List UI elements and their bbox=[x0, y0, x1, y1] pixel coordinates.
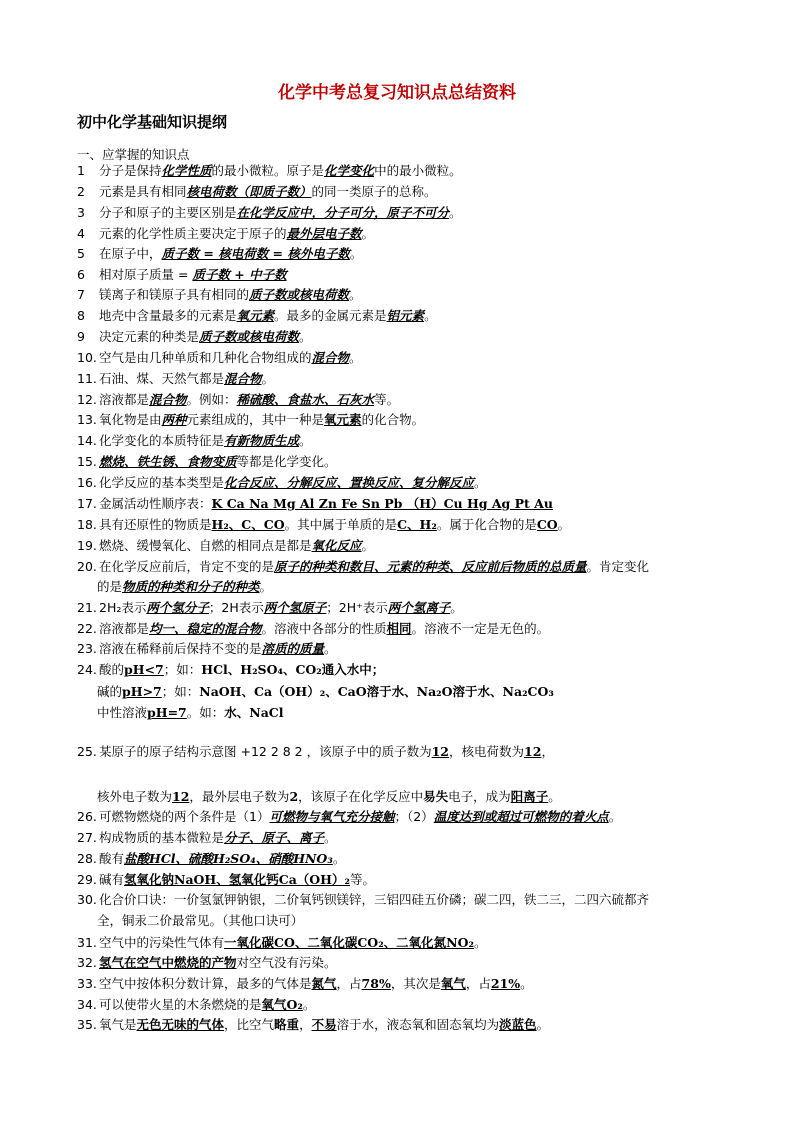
key-term: C、H₂ bbox=[397, 517, 437, 532]
item-text: 。 bbox=[349, 287, 362, 302]
item-text: 。 bbox=[450, 600, 463, 615]
key-term: 氢气在空气中燃烧的产物 bbox=[99, 955, 237, 970]
item-text: 。 bbox=[424, 308, 437, 323]
key-term: 可燃物与氧气充分接触 bbox=[269, 809, 395, 824]
item-text: 。 bbox=[449, 205, 462, 220]
key-term: 盐酸HCl、硫酸H₂SO₄、硝酸HNO₃ bbox=[124, 851, 333, 866]
item-text: 构成物质的基本微粒是 bbox=[99, 830, 225, 845]
list-item bbox=[77, 454, 337, 470]
key-term: 稀硫酸、食盐水、石灰水 bbox=[236, 392, 375, 407]
item-text: 。 bbox=[473, 935, 487, 950]
item-text: 。 bbox=[332, 851, 346, 866]
key-term: 混合物 bbox=[311, 350, 350, 365]
item-text: 溶液都是 bbox=[99, 392, 150, 407]
item-text: ，其次是 bbox=[390, 976, 441, 991]
item-text: 可燃物燃烧的两个条件是（1） bbox=[99, 809, 270, 824]
item-text: 。 bbox=[349, 350, 362, 365]
list-item bbox=[77, 830, 337, 846]
item-text: 元素组成的，其中一种是 bbox=[186, 412, 325, 427]
item-number: 14. bbox=[77, 433, 97, 448]
item-text: 化合价口诀：一价氢氯钾钠银，二价氧钙钡镁锌，三铝四硅五价磷；碳二四，铁二三，二四六硫都齐 bbox=[99, 892, 650, 907]
item-text: ， bbox=[299, 1017, 312, 1032]
item-number: 11. bbox=[77, 371, 97, 386]
item-number: 18. bbox=[77, 517, 97, 532]
item-text: 金属活动性顺序表： bbox=[99, 496, 212, 511]
key-term: 氧气O₂ bbox=[261, 997, 303, 1012]
key-term: 2 bbox=[289, 789, 299, 804]
item-number: 1 bbox=[77, 163, 85, 178]
list-item bbox=[77, 997, 315, 1013]
item-number: 15. bbox=[77, 454, 97, 469]
item-number: 22. bbox=[77, 621, 97, 636]
key-term: 相同 bbox=[386, 621, 412, 636]
list-item bbox=[77, 184, 437, 200]
list-item bbox=[77, 621, 549, 637]
item-text: 。 bbox=[259, 579, 273, 594]
key-term: 混合物 bbox=[224, 371, 262, 386]
item-text: 。 bbox=[324, 641, 337, 656]
item-text: 具有还原性的物质是 bbox=[99, 517, 212, 532]
item-number: 7 bbox=[77, 287, 85, 302]
list-item bbox=[77, 308, 437, 324]
item-text: ；如： bbox=[163, 662, 202, 677]
item-text: 化学反应的基本类型是 bbox=[99, 475, 225, 490]
item-text: 决定元素的种类是 bbox=[99, 329, 200, 344]
item-text: 。 bbox=[520, 976, 533, 991]
list-item bbox=[77, 371, 274, 387]
item-text: ；2H表示 bbox=[208, 600, 264, 615]
key-term: HCl、H₂SO₄、CO₂通入水中； bbox=[201, 662, 385, 677]
key-term: 无色无味的气体 bbox=[136, 1017, 225, 1032]
list-item bbox=[77, 475, 487, 491]
list-item bbox=[77, 955, 337, 971]
key-term: 均一、稳定的混合物 bbox=[149, 621, 262, 636]
key-term: 淡蓝色 bbox=[499, 1017, 537, 1032]
item-text: 电子，成为 bbox=[448, 789, 511, 804]
item-text: 。 bbox=[548, 789, 561, 804]
item-text: 的同一类原子的总称。 bbox=[311, 184, 437, 199]
item-number: 9 bbox=[77, 329, 85, 344]
item-text: 空气是由几种单质和几种化合物组成的 bbox=[99, 350, 312, 365]
item-number: 21. bbox=[77, 600, 97, 615]
item-text: 的化合物。 bbox=[361, 412, 425, 427]
list-item bbox=[77, 851, 345, 867]
key-term: 质子数 + 中子数 bbox=[192, 267, 287, 282]
list-item bbox=[97, 913, 303, 929]
key-term: 在化学反应中，分子可分，原子不可分 bbox=[236, 205, 450, 220]
key-term: 两个氢分子 bbox=[146, 600, 209, 615]
item-text: 相对原子质量 = bbox=[99, 267, 193, 282]
list-item bbox=[97, 579, 272, 595]
key-term: 不易 bbox=[311, 1017, 337, 1032]
key-term: 两个氢离子 bbox=[387, 600, 451, 615]
item-text: 。 bbox=[349, 246, 363, 261]
item-number: 8 bbox=[77, 308, 85, 323]
list-item bbox=[77, 1017, 549, 1033]
item-text: 。 bbox=[299, 329, 312, 344]
item-text: 。 bbox=[361, 226, 375, 241]
item-number: 25. bbox=[77, 744, 97, 759]
key-term: 质子数或核电荷数 bbox=[199, 329, 300, 344]
item-text: 氧气是 bbox=[99, 1017, 137, 1032]
list-item bbox=[77, 872, 375, 888]
item-text: ；2H⁺表示 bbox=[326, 600, 388, 615]
key-term: NaOH、Ca（OH）₂、CaO溶于水、Na₂O溶于水、Na₂CO₃ bbox=[199, 684, 554, 699]
page-subtitle: 初中化学基础知识提纲 bbox=[77, 113, 228, 131]
list-item bbox=[77, 641, 337, 657]
item-text: 的是 bbox=[97, 579, 123, 594]
key-term: pH=7 bbox=[147, 705, 187, 720]
list-item bbox=[77, 205, 462, 221]
item-text: 燃烧、缓慢氧化、自燃的相同点是都是 bbox=[99, 538, 312, 553]
item-text: 。 bbox=[299, 433, 312, 448]
key-term: 两个氢原子 bbox=[263, 600, 327, 615]
list-item bbox=[97, 684, 554, 700]
item-text: 。 bbox=[261, 371, 275, 386]
list-item bbox=[77, 935, 486, 951]
item-text: 。 bbox=[557, 517, 571, 532]
list-item bbox=[77, 559, 649, 575]
item-text: ；（2） bbox=[394, 809, 434, 824]
item-text: 在化学反应前后，肯定不变的是 bbox=[99, 559, 275, 574]
key-term: 78% bbox=[361, 976, 391, 991]
list-item bbox=[77, 226, 374, 242]
item-text: 。属于化合物的是 bbox=[436, 517, 537, 532]
item-text: ， bbox=[541, 744, 554, 759]
item-number: 34. bbox=[77, 997, 97, 1012]
list-item bbox=[77, 246, 362, 262]
key-term: 化学性质 bbox=[161, 163, 212, 178]
item-number: 27. bbox=[77, 830, 97, 845]
item-number: 19. bbox=[77, 538, 97, 553]
key-term: 阳离子 bbox=[510, 789, 549, 804]
key-term: 核电荷数（即质子数） bbox=[186, 184, 312, 199]
key-term: 原子的种类和数目、元素的种类、反应前后物质的总质量 bbox=[274, 559, 587, 574]
item-text: ，占 bbox=[465, 976, 491, 991]
item-text: 石油、煤、天然气都是 bbox=[99, 371, 225, 386]
item-text: 可以使带火星的木条燃烧的是 bbox=[99, 997, 262, 1012]
list-item bbox=[77, 976, 533, 992]
list-item bbox=[77, 412, 424, 428]
key-term: 氧化反应 bbox=[311, 538, 362, 553]
item-text: 氧化物是由 bbox=[99, 412, 162, 427]
item-text: ，核电荷数为 bbox=[449, 744, 525, 759]
item-number: 10. bbox=[77, 350, 97, 365]
key-term: 两种 bbox=[161, 412, 187, 427]
item-number: 4 bbox=[77, 226, 85, 241]
key-term: 有新物质生成 bbox=[224, 433, 300, 448]
item-number: 17. bbox=[77, 496, 97, 511]
item-text: 核外电子数为 bbox=[97, 789, 173, 804]
item-text: 。如： bbox=[186, 705, 225, 720]
item-number: 26. bbox=[77, 809, 97, 824]
list-item bbox=[77, 287, 362, 303]
item-number: 16. bbox=[77, 475, 97, 490]
item-text: 全，铜汞二价最常见。（其他口诀可） bbox=[97, 913, 304, 928]
item-text: 等。 bbox=[374, 392, 400, 407]
key-term: 氧元素 bbox=[324, 412, 362, 427]
item-text: 溶液都是 bbox=[99, 621, 150, 636]
item-text: 。肯定变化 bbox=[586, 559, 650, 574]
item-text: 。 bbox=[536, 1017, 550, 1032]
list-item bbox=[77, 892, 649, 908]
item-number: 23. bbox=[77, 641, 97, 656]
list-item bbox=[77, 517, 570, 533]
item-text: 。 bbox=[608, 809, 622, 824]
item-text: ，该原子在化学反应中 bbox=[298, 789, 424, 804]
list-item bbox=[77, 163, 462, 179]
key-term: 氧气 bbox=[440, 976, 466, 991]
list-item bbox=[77, 809, 621, 825]
item-number: 2 bbox=[77, 184, 85, 199]
item-number: 13. bbox=[77, 412, 97, 427]
key-term: 物质的种类和分子的种类 bbox=[122, 579, 260, 594]
item-number: 35. bbox=[77, 1017, 97, 1032]
list-item bbox=[77, 538, 374, 554]
item-text: 对空气没有污染。 bbox=[236, 955, 337, 970]
item-text: 空气中的污染性气体有 bbox=[99, 935, 225, 950]
list-item bbox=[97, 705, 284, 721]
item-number: 32. bbox=[77, 955, 97, 970]
item-text: 溶于水，液态氧和固态氧均为 bbox=[336, 1017, 500, 1032]
item-number: 12. bbox=[77, 392, 97, 407]
item-number: 6 bbox=[77, 267, 85, 282]
item-text: 元素是具有相同 bbox=[99, 184, 187, 199]
key-term: 铝元素 bbox=[386, 308, 425, 323]
item-text: 。其中属于单质的是 bbox=[284, 517, 398, 532]
item-text: 碱有 bbox=[99, 872, 125, 887]
key-term: 混合物 bbox=[149, 392, 187, 407]
item-text: ，占 bbox=[336, 976, 362, 991]
key-term: 易失 bbox=[423, 789, 449, 804]
list-item bbox=[77, 600, 463, 616]
item-text: ，比空气 bbox=[224, 1017, 275, 1032]
item-text: 。 bbox=[474, 475, 487, 490]
key-term: 12 bbox=[172, 789, 190, 804]
item-number: 24. bbox=[77, 662, 97, 677]
key-term: 质子数 = 核电荷数 = 核外电子数 bbox=[161, 246, 350, 261]
item-text: 。 bbox=[324, 830, 337, 845]
list-item bbox=[97, 789, 561, 805]
key-term: H₂、C、CO bbox=[211, 517, 285, 532]
item-number: 3 bbox=[77, 205, 85, 220]
item-text: 溶液在稀释前后保持不变的是 bbox=[99, 641, 262, 656]
key-term: 12 bbox=[524, 744, 542, 759]
section-heading: 一、应掌握的知识点 bbox=[77, 147, 190, 162]
item-text: 酸有 bbox=[99, 851, 125, 866]
item-text: ，最外层电子数为 bbox=[189, 789, 290, 804]
item-text: 。 bbox=[361, 538, 375, 553]
key-term: 水、NaCl bbox=[224, 705, 284, 720]
item-number: 30. bbox=[77, 892, 97, 907]
key-term: CO bbox=[536, 517, 558, 532]
key-term: 氢氧化钠NaOH、氢氧化钙Ca（OH）₂ bbox=[124, 872, 350, 887]
list-item bbox=[77, 662, 384, 678]
item-text: 镁离子和镁原子具有相同的 bbox=[99, 287, 250, 302]
key-term: 最外层电子数 bbox=[286, 226, 362, 241]
page-title: 化学中考总复习知识点总结资料 bbox=[278, 83, 516, 103]
item-text: 在原子中， bbox=[99, 246, 162, 261]
item-text: 元素的化学性质主要决定于原子的 bbox=[99, 226, 287, 241]
key-term: 燃烧、铁生锈、食物变质 bbox=[99, 454, 237, 469]
item-text: 。溶液不一定是无色的。 bbox=[411, 621, 550, 636]
list-item bbox=[77, 744, 554, 760]
key-term: 氮气 bbox=[311, 976, 337, 991]
key-term: 溶质的质量 bbox=[261, 641, 325, 656]
key-term: 化学变化 bbox=[324, 163, 375, 178]
key-term: 一氧化碳CO、二氧化碳CO₂、二氧化氮NO₂ bbox=[224, 935, 474, 950]
list-item bbox=[77, 350, 362, 366]
item-text: 的最小微粒。原子是 bbox=[211, 163, 325, 178]
item-text: 碱的 bbox=[97, 684, 123, 699]
item-number: 28. bbox=[77, 851, 97, 866]
item-text: 等。 bbox=[349, 872, 375, 887]
item-text: 分子和原子的主要区别是 bbox=[99, 205, 237, 220]
list-item bbox=[77, 496, 553, 512]
key-term: 分子、原子、离子 bbox=[224, 830, 325, 845]
list-item bbox=[77, 329, 312, 345]
item-text: 空气中按体积分数计算，最多的气体是 bbox=[99, 976, 312, 991]
item-text: 化学变化的本质特征是 bbox=[99, 433, 225, 448]
item-number: 5 bbox=[77, 246, 85, 261]
list-item bbox=[77, 267, 287, 283]
key-term: 温度达到或超过可燃物的着火点 bbox=[433, 809, 609, 824]
item-text: 某原子的原子结构示意图 +12 2 8 2 ，该原子中的质子数为 bbox=[99, 744, 432, 759]
item-text: 。最多的金属元素是 bbox=[274, 308, 387, 323]
key-term: 略重 bbox=[274, 1017, 300, 1032]
list-item bbox=[77, 392, 399, 408]
item-text: 地壳中含量最多的元素是 bbox=[99, 308, 237, 323]
key-term: 21% bbox=[490, 976, 521, 991]
key-term: 氧元素 bbox=[236, 308, 275, 323]
item-text: 2H₂表示 bbox=[99, 600, 147, 615]
key-term: pH>7 bbox=[122, 684, 162, 699]
item-text: 中性溶液 bbox=[97, 705, 148, 720]
key-term: 质子数或核电荷数 bbox=[249, 287, 350, 302]
item-number: 20. bbox=[77, 559, 97, 574]
key-term: 化合反应、分解反应、置换反应、复分解反应 bbox=[224, 475, 475, 490]
item-text: 等都是化学变化。 bbox=[236, 454, 337, 469]
item-number: 33. bbox=[77, 976, 97, 991]
item-text: ；如： bbox=[161, 684, 200, 699]
key-term: K Ca Na Mg Al Zn Fe Sn Pb （H）Cu Hg Ag Pt Au bbox=[211, 496, 553, 511]
list-item bbox=[77, 433, 312, 449]
key-term: 12 bbox=[431, 744, 450, 759]
item-text: 中的最小微粒。 bbox=[374, 163, 462, 178]
item-text: 酸的 bbox=[99, 662, 125, 677]
item-text: 分子是保持 bbox=[99, 163, 162, 178]
item-number: 31. bbox=[77, 935, 97, 950]
key-term: pH<7 bbox=[124, 662, 164, 677]
item-text: 。 bbox=[302, 997, 316, 1012]
item-text: 。例如： bbox=[186, 392, 237, 407]
item-number: 29. bbox=[77, 872, 97, 887]
item-text: 。溶液中各部分的性质 bbox=[261, 621, 387, 636]
